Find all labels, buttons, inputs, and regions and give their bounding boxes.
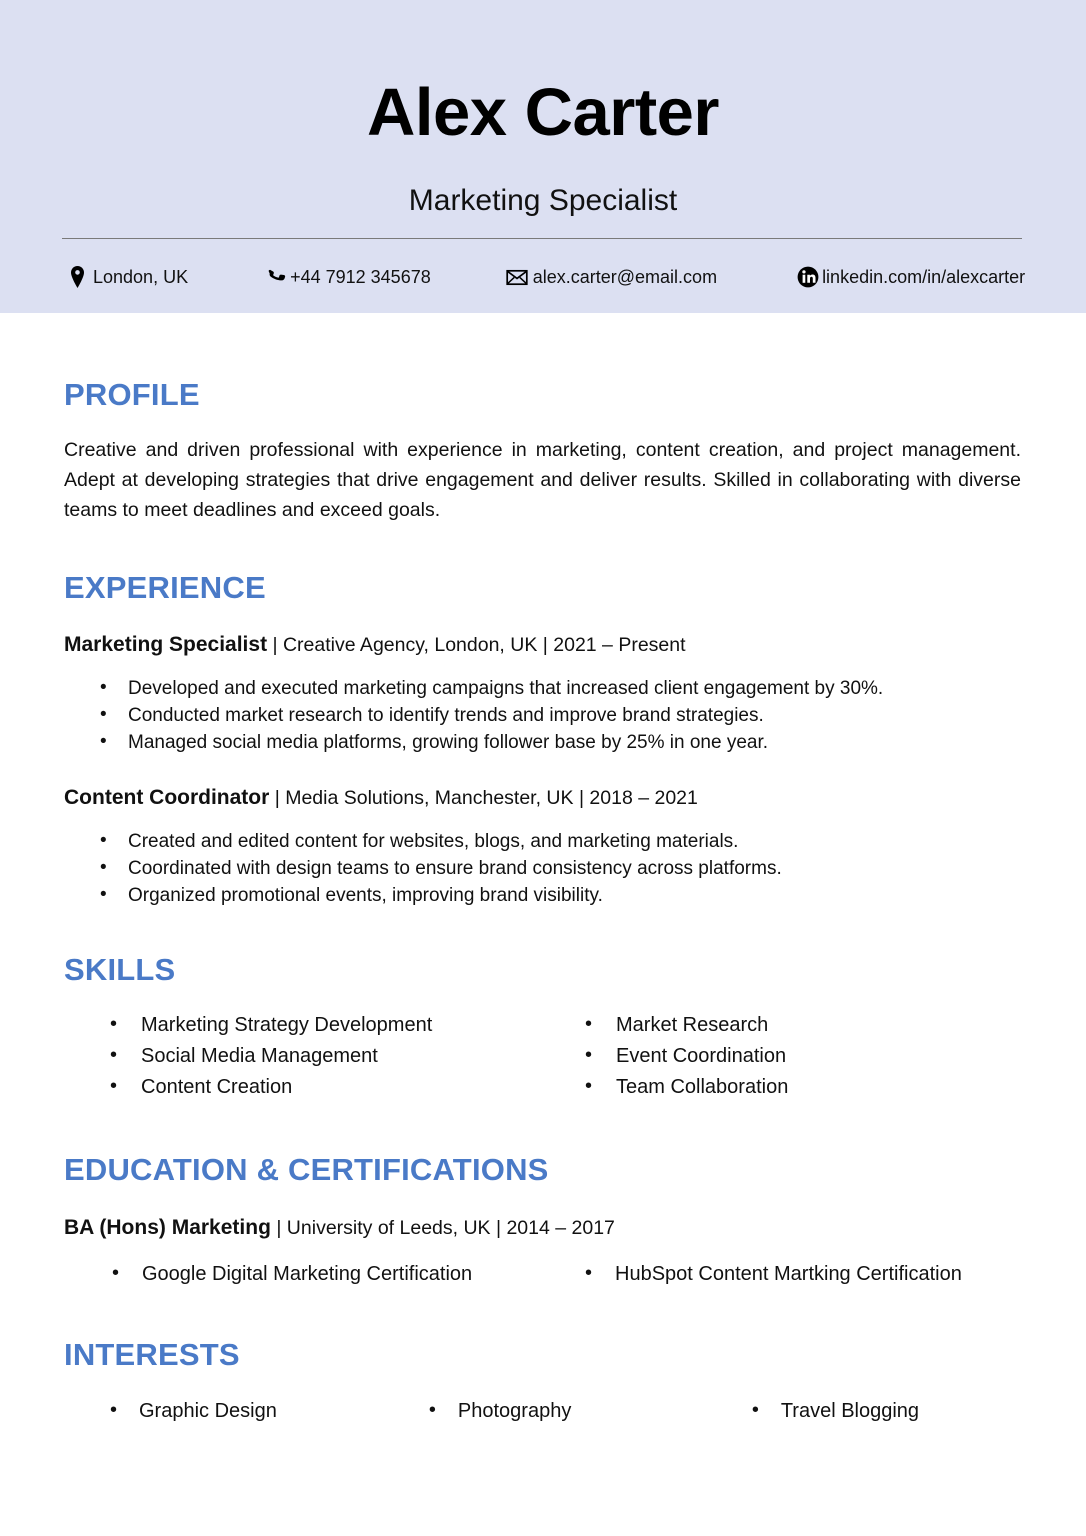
linkedin-icon: [797, 266, 819, 288]
contact-phone: [266, 265, 431, 289]
interests-list-1: [110, 1396, 383, 1426]
list-item: • Developed and executed marketing campaigns that increased client engagement by 30%.: [100, 675, 1000, 702]
list-item: • Team Collaboration: [585, 1072, 1012, 1103]
skills-list-right: [585, 1010, 1012, 1103]
list-item: • Graphic Design: [110, 1396, 383, 1426]
skills-column-right: [538, 1010, 1012, 1103]
list-item: • Conducted market research to identify trends and improve brand strategies.: [100, 702, 1000, 729]
contact-linkedin: [797, 265, 1025, 289]
envelope-icon: [506, 266, 528, 288]
contact-linkedin-text: linkedin.com/in/alexcarter: [822, 267, 1026, 287]
education-degree-title: BA (Hons) Marketing: [64, 1216, 271, 1239]
experience-job-2-header: [64, 784, 698, 812]
section-heading-experience: EXPERIENCE: [64, 570, 266, 605]
list-item: • Managed social media platforms, growing follower base by 25% in one year.: [100, 729, 1000, 756]
experience-job-1-header: [64, 631, 686, 659]
certifications-column-left: [64, 1259, 538, 1289]
list-item: • Marketing Strategy Development: [110, 1010, 538, 1041]
certifications-list-right: [585, 1259, 1012, 1289]
contact-row: [62, 262, 1026, 292]
skills-list-left: [110, 1010, 538, 1103]
list-item: • Travel Blogging: [752, 1396, 1021, 1426]
experience-job-1-role: Marketing Specialist: [64, 633, 268, 656]
interests-column-3: [702, 1396, 1021, 1426]
interests-list-2: [429, 1396, 702, 1426]
section-heading-interests: INTERESTS: [64, 1337, 240, 1372]
certifications-list-left: [112, 1259, 538, 1289]
experience-job-2-bullets: [100, 828, 1000, 909]
section-heading-skills: SKILLS: [64, 952, 176, 987]
profile-summary-text: Creative and driven professional with experience in marketing, content creation, and project management. Adept at developing strategies that drive engagement and deliver results. Skilled in collaborating with diverse teams to meet deadlines and exceed goals.: [64, 439, 1021, 521]
interests-grid: [64, 1396, 1021, 1426]
certifications-grid: [64, 1259, 1021, 1289]
header-divider: [62, 238, 1022, 239]
education-degree-header: [64, 1214, 615, 1242]
resume-header: [0, 0, 1086, 313]
interests-list-3: [752, 1396, 1021, 1426]
contact-phone-text: +44 7912 345678: [290, 267, 431, 287]
skills-column-left: [64, 1010, 538, 1103]
list-item: • Google Digital Marketing Certification: [112, 1259, 538, 1289]
list-item: • Social Media Management: [110, 1041, 538, 1072]
experience-job-2-role: Content Coordinator: [64, 786, 270, 809]
interests-column-2: [383, 1396, 702, 1426]
interests-column-1: [64, 1396, 383, 1426]
certifications-column-right: [538, 1259, 1012, 1289]
list-item: • Organized promotional events, improving brand visibility.: [100, 882, 1000, 909]
list-item: • HubSpot Content Martking Certification: [585, 1259, 1012, 1289]
contact-email: [506, 265, 717, 289]
list-item: • Photography: [429, 1396, 702, 1426]
section-heading-profile: PROFILE: [64, 377, 200, 412]
list-item: • Created and edited content for websites, blogs, and marketing materials.: [100, 828, 1000, 855]
list-item: • Coordinated with design teams to ensure brand consistency across platforms.: [100, 855, 1000, 882]
list-item: • Content Creation: [110, 1072, 538, 1103]
contact-location-text: London, UK: [93, 267, 189, 287]
education-degree-meta: | University of Leeds, UK | 2014 – 2017: [270, 1217, 615, 1239]
section-heading-education: EDUCATION & CERTIFICATIONS: [64, 1152, 549, 1187]
candidate-name: Alex Carter: [366, 75, 719, 150]
phone-icon: [266, 266, 286, 288]
location-pin-icon: [70, 266, 85, 288]
skills-grid: [64, 1010, 1021, 1103]
candidate-job-title: Marketing Specialist: [408, 184, 678, 217]
contact-location: [70, 265, 188, 289]
experience-job-1-bullets: [100, 675, 1000, 756]
list-item: • Market Research: [585, 1010, 1012, 1041]
experience-job-2-meta: | Media Solutions, Manchester, UK | 2018 – 2021: [269, 787, 698, 809]
contact-email-text: alex.carter@email.com: [532, 267, 718, 287]
experience-job-1-meta: | Creative Agency, London, UK | 2021 – Present: [267, 634, 686, 656]
list-item: • Event Coordination: [585, 1041, 1012, 1072]
